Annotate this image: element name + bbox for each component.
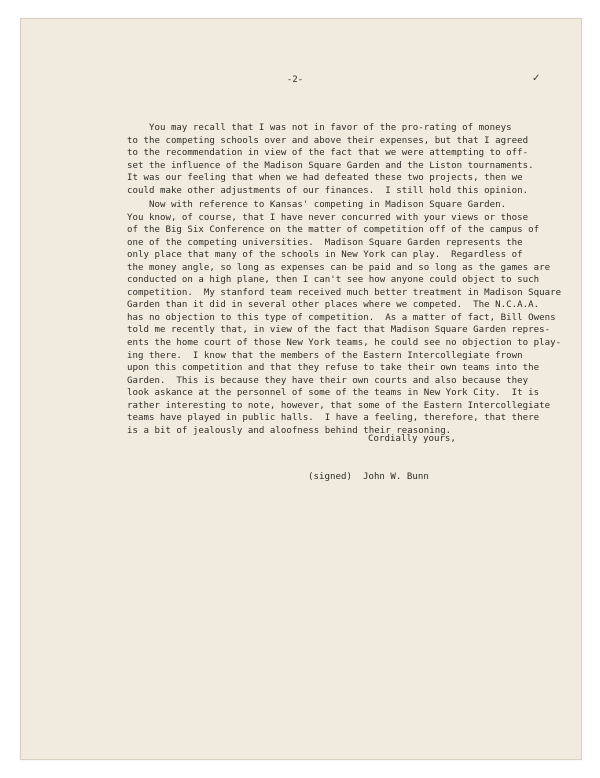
closing: Cordially yours,	[368, 434, 456, 444]
check-mark: ✓	[532, 73, 541, 84]
paragraph-pro-rating: You may recall that I was not in favor of the pro-rating of moneys to the competing schools over and above their expenses, but that I agreed to the recommendation in view of the fact that we were attempting to off- set the influence of the Madison Square Garden and the Liston tournaments. It was our feeling that when we had defeated these two projects, then we could make other adjustments of our finances. I still hold this opinion.	[126, 123, 534, 196]
paragraph-madison-square-garden: Now with reference to Kansas' competing in Madison Square Garden. You know, of course, that I have never concurred with your views or those of the Big Six Conference on the matter of competition off of the campus of one of the competing universities. Madison Square Garden represents the only place that many of the schools in New York can play. Regardless of the money angle, so long as expenses can be paid and so long as the games are conducted on a high plane, then I can't see how anyone could object to such competition. My stanford team received much better treatment in Madison Square Garden than it did in several other places where we competed. The N.C.A.A. has no objection to this type of competition. As a matter of fact, Bill Owens told me recently that, in view of the fact that Madison Square Garden repres- ents the home court of those New York teams, he could see no objection to play- ing there. I know that the members of the Eastern Intercollegiate frown upon this competition and that they refuse to take their own teams into the Garden. This is because they have their own courts and also because they look askance at the personnel of some of the teams in New York City. It is rather interesting to note, however, that some of the Eastern Intercollegiate teams have played in public halls. I have a feeling, therefore, that there is a bit of jealously and aloofness behind their reasoning.	[126, 200, 562, 436]
page-number: -2-	[286, 75, 304, 85]
signature: (signed) John W. Bunn	[308, 472, 429, 482]
letter-page	[20, 18, 582, 760]
